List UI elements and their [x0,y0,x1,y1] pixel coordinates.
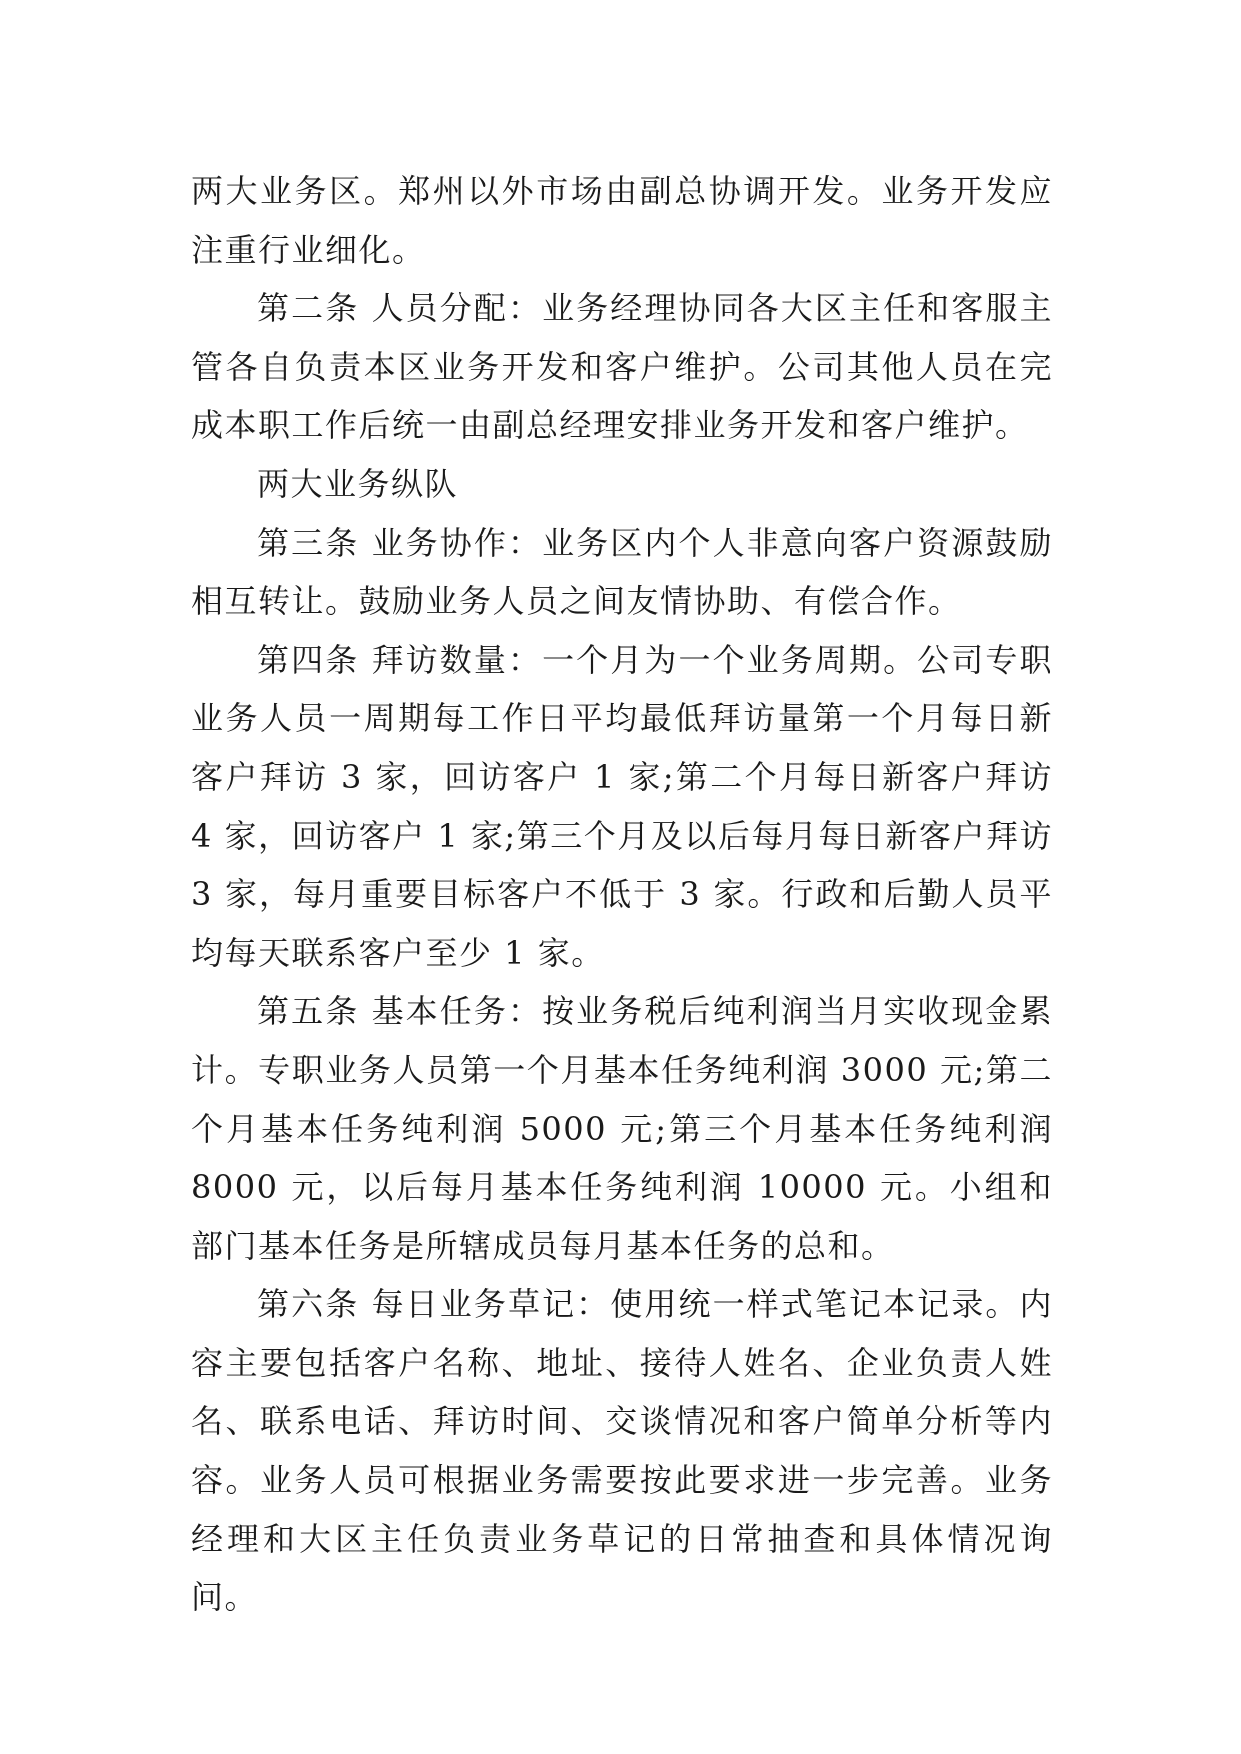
paragraph-article-5: 第五条 基本任务：按业务税后纯利润当月实收现金累计。专职业务人员第一个月基本任务纯利润 3000 元;第二个月基本任务纯利润 5000 元;第三个月基本任务纯利润 8000 元，以后每月基本任务纯利润 10000 元。小组和部门基本任务是所辖成员每月基本任务的总和。 [191,992,1053,1265]
paragraph-article-6: 第六条 每日业务草记：使用统一样式笔记本记录。内容主要包括客户名称、地址、接待人姓名、企业负责人姓名、联系电话、拜访时间、交谈情况和客户简单分析等内容。业务人员可根据业务需要按此要求进一步完善。业务经理和大区主任负责业务草记的日常抽查和具体情况询问。 [191,1285,1053,1617]
paragraph-article-2: 第二条 人员分配：业务经理协同各大区主任和客服主管各自负责本区业务开发和客户维护。公司其他人员在完成本职工作后统一由副总经理安排业务开发和客户维护。 [191,289,1053,445]
paragraph-continuation: 两大业务区。郑州以外市场由副总协调开发。业务开发应注重行业细化。 [191,172,1053,269]
paragraph-article-3: 第三条 业务协作：业务区内个人非意向客户资源鼓励相互转让。鼓励业务人员之间友情协助、有偿合作。 [191,523,1053,621]
document-body [191,162,1053,1627]
paragraph-article-4: 第四条 拜访数量：一个月为一个业务周期。公司专职业务人员一周期每工作日平均最低拜访量第一个月每日新客户拜访 3 家，回访客户 1 家;第二个月每日新客户拜访 4 家，回访客户 1 家;第三个月及以后每月每日新客户拜访 3 家，每月重要目标客户不低于 3 家。行政和后勤人员平均每天联系客户至少 1 家。 [191,640,1053,972]
paragraph-heading-two-teams: 两大业务纵队 [257,464,459,503]
